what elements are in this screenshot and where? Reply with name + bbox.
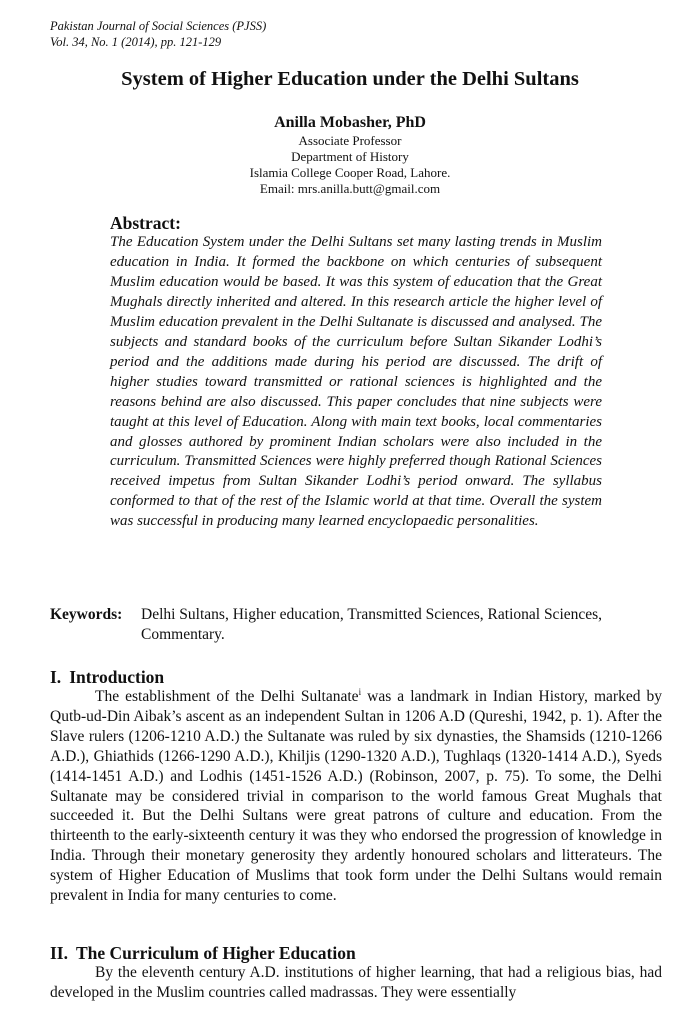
journal-volume: Vol. 34, No. 1 (2014), pp. 121-129 [50, 35, 222, 49]
journal-header [50, 18, 266, 50]
author-department: Department of History [291, 149, 409, 164]
paper-title: System of Higher Education under the Delhi Sultans [121, 68, 579, 90]
abstract-section [110, 213, 602, 532]
journal-name: Pakistan Journal of Social Sciences (PJSS) [50, 19, 267, 33]
section-title: The Curriculum of Higher Education [76, 943, 356, 963]
paragraph-text: was a landmark in Indian History, marked by Qutb-ud-Din Aibak’s ascent as an independent Sultan in 1206 A.D (Qureshi, 1942, p. 1). After the Slave rulers (1206-1210 A.D.) the Sultanate was ruled by six dynasties, the Shamsids (1210-1266 A.D.), Ghiathids (1266-1290 A.D.), Khiljis (1290-1320 A.D.), Tughlaqs (1320-1414 A.D.), Syeds (1414-1451 A.D.) and Lodhis (1451-1526 A.D.) (Robinson, 2007, p. 75). To some, the Delhi Sultanate may be considered trivial in comparison to the world famous Great Mughals that succeeded it. But the Delhi Sultans were great patrons of culture and education. From the thirteenth to the early-sixteenth century it was they who endorsed the progression of knowledge in India. Through their monetary generosity they ardently honoured scholars and litterateurs. The system of Higher Education of Muslims that took form under the Delhi Sultans would remain prevalent in India for many centuries to come. [50, 688, 663, 905]
footnote-marker: i [358, 686, 362, 697]
author-email: Email: mrs.anilla.butt@gmail.com [259, 181, 441, 196]
curriculum-paragraph: By the eleventh century A.D. institutions of higher learning, that had a religious bias, had developed in the Muslim countries called madrassas. They were essentially [50, 964, 662, 1001]
keywords-values: Delhi Sultans, Higher education, Transmitted Sciences, Rational Sciences, Commentary. [141, 606, 603, 643]
section-heading-curriculum [50, 943, 356, 963]
keywords-section [50, 605, 660, 645]
abstract-heading: Abstract: [110, 213, 181, 233]
author-college: Islamia College Cooper Road, Lahore. [249, 165, 451, 180]
author-name: Anilla Mobasher, PhD [274, 114, 426, 131]
abstract-text: The Education System under the Delhi Sultans set many lasting trends in Muslim education in India. It formed the backbone on which centuries of subsequent Muslim education would be based. It was this system of education that the Great Mughals directly inherited and altered. In this research article the higher level of Muslim education prevalent in the Delhi Sultanate is discussed and analysed. The subjects and standard books of the curriculum before Sultan Sikander Lodhi’s period and the additions made during his period are discussed. The drift of higher studies toward transmitted or rational sciences is highlighted and the reasons behind are also discussed. This paper concludes that nine subjects were taught at this level of Education. Along with main text books, local commentaries and glosses authored by prominent Indian scholars were also included in the curriculum. Transmitted Sciences were highly preferred though Rational Sciences received impetus from Sultan Sikander Lodhi’s period onward. The syllabus conformed to that of the rest of the Islamic world at that time. Overall the system was successful in producing many learned encyclopaedic personalities. [110, 234, 602, 530]
author-block [0, 113, 700, 197]
paragraph-text: The establishment of the Delhi Sultanate [95, 688, 359, 705]
section-title: Introduction [69, 667, 165, 687]
author-position: Associate Professor [298, 133, 402, 148]
section-number: II. [50, 943, 68, 963]
section-number: I. [50, 667, 62, 687]
section-heading-introduction [50, 667, 164, 687]
keywords-label: Keywords: [50, 606, 123, 623]
introduction-paragraph [50, 687, 662, 906]
